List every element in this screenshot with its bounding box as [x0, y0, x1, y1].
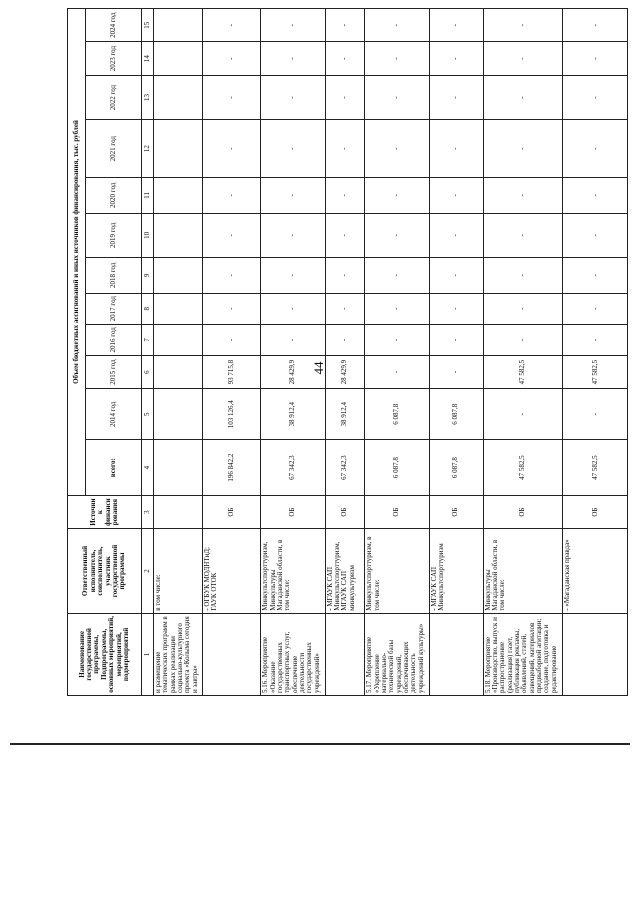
cell-value: -: [203, 120, 261, 178]
cell-value: -: [365, 258, 429, 294]
cell-value: -: [261, 120, 325, 178]
cell-value: -: [483, 258, 563, 294]
cell-value: -: [563, 258, 628, 294]
cell-executor: в том числе:: [154, 529, 203, 613]
cell-value: -: [429, 355, 483, 388]
table-row: [563, 9, 628, 696]
header-year: 2024 год: [86, 9, 142, 42]
budget-table-region: [67, 8, 628, 696]
header-year: 2015 год: [86, 355, 142, 388]
cell-value: -: [429, 9, 483, 42]
cell-value: 38 912,4: [261, 389, 325, 440]
cell-executor: - МГАУК САП Минкультспорттуризм: [429, 529, 483, 613]
cell-program-name: 5.18. Мероприятие «Производство, выпуск и распространение (реализация) газет, публикация рекламы, объявлений, статей, извещений, материалов предвыборной агитации; создание, подготовка и редактирование: [483, 613, 563, 695]
cell-value: [154, 178, 203, 214]
cell-value: -: [325, 213, 365, 257]
cell-value: -: [483, 42, 563, 75]
cell-value: [154, 9, 203, 42]
cell-value: -: [563, 9, 628, 42]
cell-value: -: [365, 355, 429, 388]
column-number: 12: [142, 120, 154, 178]
cell-value: 103 126,4: [203, 389, 261, 440]
cell-executor: - «Магаданская правда»: [563, 529, 628, 613]
column-number-row: [142, 9, 154, 696]
cell-program-name: [429, 613, 483, 695]
column-number: 2: [142, 529, 154, 613]
cell-value: -: [203, 324, 261, 355]
header-program-name: Наименование государственной программы, Подпрограммы, основных мероприятий, мероприятий, подмероприятий: [68, 613, 142, 695]
column-number: 9: [142, 258, 154, 294]
cell-value: -: [203, 213, 261, 257]
cell-value: 47 582,5: [563, 355, 628, 388]
cell-value: -: [203, 9, 261, 42]
separator-line: [10, 743, 630, 745]
table-row: [203, 9, 261, 696]
cell-value: 6 087,8: [429, 440, 483, 496]
cell-value: -: [563, 389, 628, 440]
header-total: всего:: [86, 440, 142, 496]
cell-value: 47 582,5: [483, 355, 563, 388]
cell-value: -: [563, 213, 628, 257]
cell-value: -: [563, 178, 628, 214]
column-number: 13: [142, 75, 154, 119]
cell-value: -: [429, 213, 483, 257]
cell-value: -: [483, 120, 563, 178]
cell-value: -: [429, 293, 483, 324]
cell-value: 6 087,8: [429, 389, 483, 440]
cell-value: -: [365, 42, 429, 75]
header-year: 2021 год: [86, 120, 142, 178]
cell-value: -: [429, 42, 483, 75]
cell-value: -: [261, 324, 325, 355]
cell-program-name: [325, 613, 365, 695]
page-number: 44: [311, 361, 326, 375]
cell-value: -: [429, 120, 483, 178]
cell-value: 67 342,3: [261, 440, 325, 496]
cell-program-name: [563, 613, 628, 695]
cell-value: -: [365, 324, 429, 355]
cell-value: -: [261, 258, 325, 294]
cell-value: -: [365, 178, 429, 214]
table-row: [325, 9, 365, 696]
cell-value: -: [203, 293, 261, 324]
cell-value: -: [261, 293, 325, 324]
cell-program-name: 5.17. Мероприятие «Укрепление материально-технической базы учреждений, обеспечивающих деятельность учреждений культуры»: [365, 613, 429, 695]
cell-value: -: [261, 9, 325, 42]
column-number: 15: [142, 9, 154, 42]
cell-value: -: [483, 389, 563, 440]
rotated-table-container: [67, 8, 628, 696]
cell-funding-source: ОБ: [325, 495, 365, 528]
cell-value: -: [429, 324, 483, 355]
cell-value: -: [483, 324, 563, 355]
table-row: [365, 9, 429, 696]
cell-value: -: [325, 258, 365, 294]
cell-program-name: [203, 613, 261, 695]
header-budget-title: Объем бюджетных ассигнований и иных источников финансирования, тыс. рублей: [68, 9, 86, 496]
cell-executor: - ОГБУК МОДНТиД; ГАУК ОТОК: [203, 529, 261, 613]
cell-funding-source: [154, 495, 203, 528]
cell-value: -: [261, 178, 325, 214]
table-row: [261, 9, 325, 696]
table-body: [154, 9, 628, 696]
cell-value: 28 429,9: [261, 355, 325, 388]
cell-funding-source: ОБ: [261, 495, 325, 528]
cell-value: -: [325, 120, 365, 178]
cell-value: -: [365, 213, 429, 257]
cell-value: 47 582,5: [483, 440, 563, 496]
cell-value: -: [325, 324, 365, 355]
cell-value: -: [563, 75, 628, 119]
cell-value: [154, 75, 203, 119]
cell-funding-source: ОБ: [203, 495, 261, 528]
header-year: 2020 год: [86, 178, 142, 214]
cell-value: -: [325, 42, 365, 75]
cell-value: -: [261, 213, 325, 257]
cell-program-name: и размещение тематических программ в рамках реализации социально-культурного проекта «Колыма сегодня и завтра»: [154, 613, 203, 695]
cell-value: 67 342,3: [325, 440, 365, 496]
cell-value: -: [325, 75, 365, 119]
cell-value: -: [203, 42, 261, 75]
table-row: [483, 9, 563, 696]
cell-value: -: [365, 293, 429, 324]
header-funding-source: Источник финансирования: [68, 495, 142, 528]
header-year: 2016 год: [86, 324, 142, 355]
cell-program-name: 5.16. Мероприятие «Оказание государственных транспортных услуг, обеспечение деятельности государственных учреждений»: [261, 613, 325, 695]
cell-value: -: [483, 9, 563, 42]
cell-value: -: [429, 258, 483, 294]
cell-value: -: [325, 178, 365, 214]
cell-value: -: [261, 75, 325, 119]
table-row: [154, 9, 203, 696]
cell-executor: Минкультуры Магаданской области, в том числе:: [483, 529, 563, 613]
cell-funding-source: ОБ: [483, 495, 563, 528]
cell-value: 47 582,5: [563, 440, 628, 496]
cell-value: -: [203, 75, 261, 119]
cell-value: [154, 355, 203, 388]
column-number: 7: [142, 324, 154, 355]
column-number: 14: [142, 42, 154, 75]
header-year: 2019 год: [86, 213, 142, 257]
cell-value: 93 715,8: [203, 355, 261, 388]
cell-value: -: [483, 178, 563, 214]
column-number: 6: [142, 355, 154, 388]
column-number: 3: [142, 495, 154, 528]
cell-value: 6 087,8: [365, 389, 429, 440]
cell-value: [154, 42, 203, 75]
cell-value: -: [365, 120, 429, 178]
header-year: 2023 год: [86, 42, 142, 75]
column-number: 8: [142, 293, 154, 324]
cell-value: -: [429, 75, 483, 119]
header-year: 2017 год: [86, 293, 142, 324]
cell-value: -: [365, 75, 429, 119]
cell-value: 196 842,2: [203, 440, 261, 496]
cell-value: 6 087,8: [365, 440, 429, 496]
cell-value: [154, 440, 203, 496]
header-year: 2014 год: [86, 389, 142, 440]
cell-value: -: [563, 120, 628, 178]
cell-value: -: [261, 42, 325, 75]
column-number: 10: [142, 213, 154, 257]
cell-value: -: [563, 293, 628, 324]
column-number: 4: [142, 440, 154, 496]
cell-value: -: [203, 258, 261, 294]
cell-value: -: [563, 42, 628, 75]
cell-value: -: [483, 75, 563, 119]
header-year: 2022 год: [86, 75, 142, 119]
cell-value: [154, 213, 203, 257]
cell-value: [154, 120, 203, 178]
table-row: [429, 9, 483, 696]
cell-value: -: [203, 178, 261, 214]
cell-funding-source: ОБ: [365, 495, 429, 528]
column-number: 5: [142, 389, 154, 440]
cell-value: -: [563, 324, 628, 355]
header-year: 2018 год: [86, 258, 142, 294]
cell-value: -: [325, 293, 365, 324]
cell-executor: Минкультспорттуризм, Минкультуры Магаданской области, в том числе:: [261, 529, 325, 613]
cell-value: -: [365, 9, 429, 42]
column-number: 11: [142, 178, 154, 214]
column-number: 1: [142, 613, 154, 695]
cell-value: [154, 389, 203, 440]
cell-funding-source: ОБ: [429, 495, 483, 528]
cell-value: 28 429,9: [325, 355, 365, 388]
cell-value: -: [325, 9, 365, 42]
budget-table: [67, 8, 628, 696]
cell-value: -: [429, 178, 483, 214]
cell-executor: Минкультспорттуризм, в том числе:: [365, 529, 429, 613]
cell-value: [154, 293, 203, 324]
cell-value: -: [483, 293, 563, 324]
cell-executor: - МГАУК САП Минкультспорттуризм, МГАУК САП минкультуризм: [325, 529, 365, 613]
cell-value: [154, 324, 203, 355]
cell-value: [154, 258, 203, 294]
cell-funding-source: ОБ: [563, 495, 628, 528]
header-executor: Ответственный исполнитель, соисполнитель, участник государственной программы: [68, 529, 142, 613]
cell-value: -: [483, 213, 563, 257]
cell-value: 38 912,4: [325, 389, 365, 440]
